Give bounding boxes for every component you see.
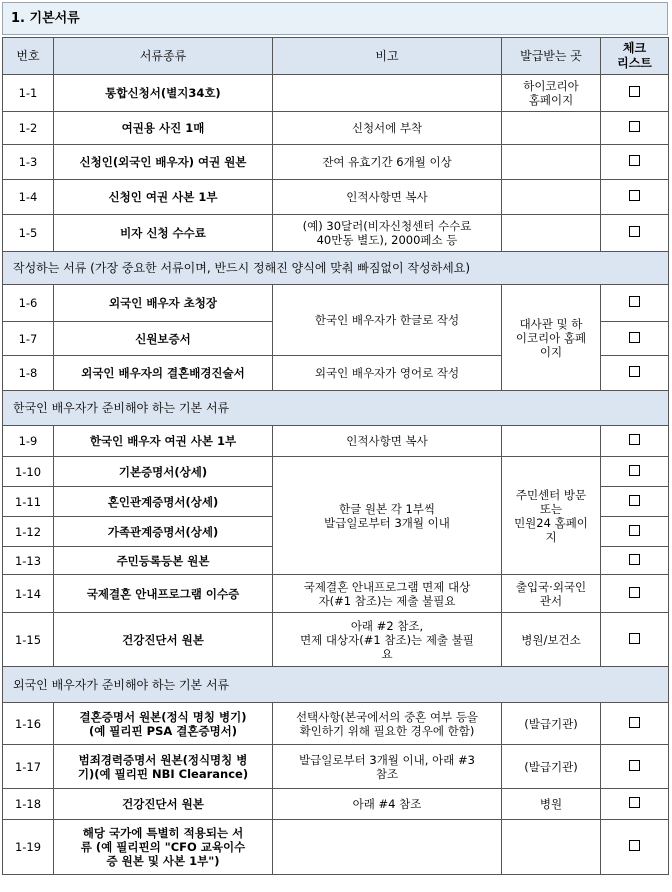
- table-row: [3, 789, 669, 820]
- row-note: 인적사항면 복사: [273, 426, 502, 457]
- row-issuer: 하이코리아 홈페이지: [502, 75, 601, 112]
- row-no: 1-5: [3, 215, 54, 252]
- row-check: [601, 215, 669, 252]
- row-issuer: (발급기관): [502, 703, 601, 745]
- checkbox[interactable]: [629, 190, 640, 201]
- row-check: [601, 547, 669, 575]
- row-doc: 범죄경력증명서 원본(정식명칭 병 기)(예 필리핀 NBI Clearance): [54, 745, 273, 789]
- row-doc: 건강진단서 원본: [54, 789, 273, 820]
- section-heading-korean-spouse: 한국인 배우자가 준비해야 하는 기본 서류: [3, 391, 669, 426]
- row-no: 1-11: [3, 487, 54, 517]
- row-check: [601, 487, 669, 517]
- row-doc: 기본증명서(상세): [54, 457, 273, 487]
- checkbox[interactable]: [629, 86, 640, 97]
- row-issuer: [502, 215, 601, 252]
- row-no: 1-19: [3, 820, 54, 875]
- row-no: 1-3: [3, 145, 54, 180]
- row-note: 발급일로부터 3개월 이내, 아래 #3 참조: [273, 745, 502, 789]
- header-issuer: 발급받는 곳: [502, 38, 601, 75]
- row-note: 외국인 배우자가 영어로 작성: [273, 356, 502, 391]
- row-doc: 외국인 배우자 초청장: [54, 285, 273, 322]
- row-doc: 주민등록등본 원본: [54, 547, 273, 575]
- table-row: [3, 745, 669, 789]
- row-note: 아래 #4 참조: [273, 789, 502, 820]
- row-issuer: 병원: [502, 789, 601, 820]
- row-check: [601, 145, 669, 180]
- checkbox[interactable]: [629, 155, 640, 166]
- row-check: [601, 517, 669, 547]
- row-no: 1-1: [3, 75, 54, 112]
- row-note: 한국인 배우자가 한글로 작성: [273, 285, 502, 356]
- row-doc: 통합신청서(별지34호): [54, 75, 273, 112]
- row-issuer: [502, 180, 601, 215]
- row-issuer: (발급기관): [502, 745, 601, 789]
- row-doc: 한국인 배우자 여권 사본 1부: [54, 426, 273, 457]
- row-no: 1-6: [3, 285, 54, 322]
- row-no: 1-14: [3, 575, 54, 613]
- table-row: [3, 457, 669, 487]
- table-row: [3, 215, 669, 252]
- checkbox[interactable]: [629, 495, 640, 506]
- row-no: 1-12: [3, 517, 54, 547]
- row-doc: 신청인(외국인 배우자) 여권 원본: [54, 145, 273, 180]
- table-header-row: [3, 38, 669, 75]
- checkbox[interactable]: [629, 760, 640, 771]
- table-row: [3, 820, 669, 875]
- row-no: 1-9: [3, 426, 54, 457]
- row-issuer: [502, 820, 601, 875]
- row-check: [601, 426, 669, 457]
- row-note: [273, 75, 502, 112]
- row-check: [601, 703, 669, 745]
- row-no: 1-18: [3, 789, 54, 820]
- row-no: 1-13: [3, 547, 54, 575]
- checkbox[interactable]: [629, 366, 640, 377]
- row-issuer: 대사관 및 하 이코리아 홈페 이지: [502, 285, 601, 391]
- row-no: 1-8: [3, 356, 54, 391]
- row-doc: 신원보증서: [54, 322, 273, 356]
- row-note: [273, 820, 502, 875]
- row-note: 한글 원본 각 1부씩 발급일로부터 3개월 이내: [273, 457, 502, 575]
- row-issuer: [502, 145, 601, 180]
- row-doc: 가족관계증명서(상세): [54, 517, 273, 547]
- checkbox[interactable]: [629, 554, 640, 565]
- row-issuer: 출입국·외국인 관서: [502, 575, 601, 613]
- header-note: 비고: [273, 38, 502, 75]
- table-row: [3, 145, 669, 180]
- checkbox[interactable]: [629, 332, 640, 343]
- header-no: 번호: [3, 38, 54, 75]
- row-issuer: [502, 112, 601, 145]
- row-doc: 비자 신청 수수료: [54, 215, 273, 252]
- section-heading-row: [3, 391, 669, 426]
- row-check: [601, 789, 669, 820]
- row-doc: 여권용 사진 1매: [54, 112, 273, 145]
- checkbox[interactable]: [629, 296, 640, 307]
- row-check: [601, 575, 669, 613]
- document-checklist-table: [2, 37, 669, 875]
- row-issuer: [502, 426, 601, 457]
- row-no: 1-7: [3, 322, 54, 356]
- table-row: [3, 575, 669, 613]
- row-doc: 국제결혼 안내프로그램 이수증: [54, 575, 273, 613]
- row-note: 선택사항(본국에서의 중혼 여부 등을 확인하기 위해 필요한 경우에 한함): [273, 703, 502, 745]
- section-heading-row: [3, 667, 669, 703]
- row-issuer: 병원/보건소: [502, 613, 601, 667]
- row-no: 1-4: [3, 180, 54, 215]
- checkbox[interactable]: [629, 797, 640, 808]
- table-row: [3, 180, 669, 215]
- row-check: [601, 457, 669, 487]
- row-doc: 신청인 여권 사본 1부: [54, 180, 273, 215]
- row-no: 1-15: [3, 613, 54, 667]
- row-no: 1-16: [3, 703, 54, 745]
- checkbox[interactable]: [629, 525, 640, 536]
- row-check: [601, 356, 669, 391]
- checkbox[interactable]: [629, 633, 640, 644]
- row-note: 국제결혼 안내프로그램 면제 대상 자(#1 참조)는 제출 불필요: [273, 575, 502, 613]
- checkbox[interactable]: [629, 434, 640, 445]
- row-no: 1-2: [3, 112, 54, 145]
- row-check: [601, 285, 669, 322]
- row-check: [601, 745, 669, 789]
- row-no: 1-17: [3, 745, 54, 789]
- row-note: (예) 30달러(비자신청센터 수수료 40만동 별도), 2000페소 등: [273, 215, 502, 252]
- table-row: [3, 285, 669, 322]
- row-doc: 혼인관계증명서(상세): [54, 487, 273, 517]
- table-row: [3, 75, 669, 112]
- row-doc: 건강진단서 원본: [54, 613, 273, 667]
- checkbox[interactable]: [629, 465, 640, 476]
- checkbox[interactable]: [629, 226, 640, 237]
- checkbox[interactable]: [629, 717, 640, 728]
- row-doc: 외국인 배우자의 결혼배경진술서: [54, 356, 273, 391]
- checkbox[interactable]: [629, 587, 640, 598]
- row-check: [601, 180, 669, 215]
- row-issuer: 주민센터 방문 또는 민원24 홈페이 지: [502, 457, 601, 575]
- row-doc: 해당 국가에 특별히 적용되는 서 류 (예 필리핀의 "CFO 교육이수 증 원본 및 사본 1부"): [54, 820, 273, 875]
- row-no: 1-10: [3, 457, 54, 487]
- header-doc-type: 서류종류: [54, 38, 273, 75]
- table-row: [3, 426, 669, 457]
- section-heading-written-docs: 작성하는 서류 (가장 중요한 서류이며, 반드시 정해진 양식에 맞춰 빠짐없이 작성하세요): [3, 252, 669, 285]
- checkbox[interactable]: [629, 121, 640, 132]
- row-check: [601, 613, 669, 667]
- row-note: 인적사항면 복사: [273, 180, 502, 215]
- row-note: 잔여 유효기간 6개월 이상: [273, 145, 502, 180]
- row-note: 신청서에 부착: [273, 112, 502, 145]
- table-row: [3, 112, 669, 145]
- row-check: [601, 75, 669, 112]
- section-title: 1. 기본서류: [2, 2, 668, 35]
- row-check: [601, 820, 669, 875]
- section-heading-foreign-spouse: 외국인 배우자가 준비해야 하는 기본 서류: [3, 667, 669, 703]
- header-checklist: 체크 리스트: [601, 38, 669, 75]
- checkbox[interactable]: [629, 840, 640, 851]
- row-note: 아래 #2 참조, 면제 대상자(#1 참조)는 제출 불필 요: [273, 613, 502, 667]
- section-heading-row: [3, 252, 669, 285]
- table-row: [3, 613, 669, 667]
- row-doc: 결혼증명서 원본(정식 명칭 병기) (예 필리핀 PSA 결혼증명서): [54, 703, 273, 745]
- row-check: [601, 112, 669, 145]
- table-row: [3, 703, 669, 745]
- row-check: [601, 322, 669, 356]
